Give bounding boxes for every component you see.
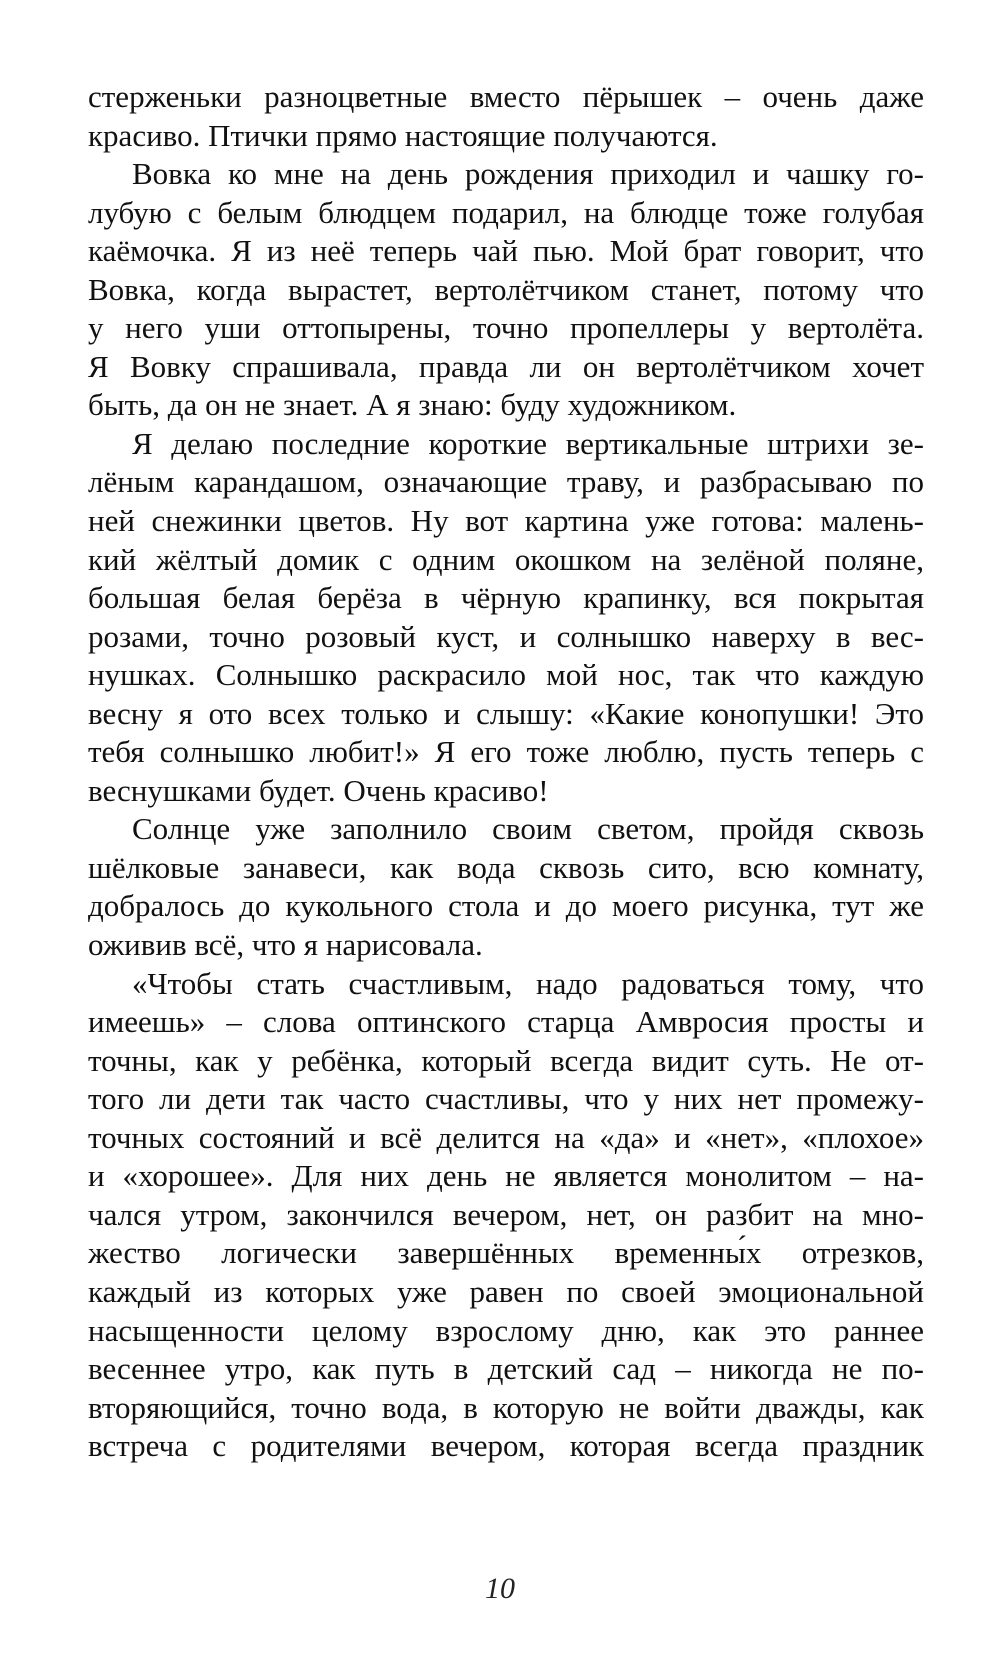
text-line: имеешь» – слова оптинского старца Амвросия просты и bbox=[88, 1004, 924, 1040]
text-line: жество логически завершённых временны́х отрезков, bbox=[88, 1235, 924, 1271]
text-line: у него уши оттопырены, точно пропеллеры у вертолёта. bbox=[88, 310, 924, 346]
text-line: каждый из которых уже равен по своей эмоциональной bbox=[88, 1273, 924, 1309]
text-line: насыщенности целому взрослому дню, как это раннее bbox=[88, 1312, 924, 1348]
body-text bbox=[88, 78, 924, 1466]
text-line: кий жёлтый домик с одним окошком на зелёной поляне, bbox=[88, 541, 924, 577]
text-line: точны, как у ребёнка, который всегда видит суть. Не от- bbox=[88, 1042, 924, 1078]
text-line: красиво. Птички прямо настоящие получаются. bbox=[88, 117, 718, 153]
text-line: лёным карандашом, означающие траву, и разбрасываю по bbox=[88, 464, 924, 500]
text-line: добралось до кукольного стола и до моего рисунка, тут же bbox=[88, 888, 924, 924]
text-line: розами, точно розовый куст, и солнышко наверху в вес- bbox=[88, 618, 924, 654]
text-line: весну я ото всех только и слышу: «Какие конопушки! Это bbox=[88, 695, 924, 731]
text-line: того ли дети так часто счастливы, что у них нет промежу- bbox=[88, 1081, 924, 1117]
text-line: стерженьки разноцветные вместо пёрышек – очень даже bbox=[88, 79, 924, 114]
text-line: ней снежинки цветов. Ну вот картина уже готова: малень- bbox=[88, 503, 924, 539]
page-number: 10 bbox=[485, 1572, 515, 1605]
text-line: лубую с белым блюдцем подарил, на блюдце тоже голубая bbox=[88, 194, 924, 230]
text-line: шёлковые занавеси, как вода сквозь сито, всю комнату, bbox=[88, 849, 924, 885]
text-line: Вовка ко мне на день рождения приходил и чашку го- bbox=[132, 156, 924, 192]
text-line: Вовка, когда вырастет, вертолётчиком станет, потому что bbox=[88, 271, 924, 307]
text-line: весеннее утро, как путь в детский сад – никогда не по- bbox=[88, 1351, 924, 1387]
text-line: Солнце уже заполнило своим светом, пройдя сквозь bbox=[132, 811, 924, 847]
text-line: нушках. Солнышко раскрасило мой нос, так что каждую bbox=[88, 657, 924, 693]
text-line: Я Вовку спрашивала, правда ли он вертолётчиком хочет bbox=[88, 348, 924, 384]
text-line: каёмочка. Я из неё теперь чай пью. Мой брат говорит, что bbox=[88, 233, 924, 269]
text-line: «Чтобы стать счастливым, надо радоваться тому, что bbox=[132, 965, 924, 1001]
text-line: вторяющийся, точно вода, в которую не войти дважды, как bbox=[88, 1389, 924, 1425]
text-line: встреча с родителями вечером, которая всегда праздник bbox=[88, 1428, 924, 1464]
text-line: быть, да он не знает. А я знаю: буду художником. bbox=[88, 387, 737, 423]
text-line: Я делаю последние короткие вертикальные штрихи зе- bbox=[132, 425, 924, 461]
text-line: оживив всё, что я нарисовала. bbox=[88, 927, 483, 963]
text-line: и «хорошее». Для них день не является монолитом – на- bbox=[88, 1158, 924, 1194]
text-line: веснушками будет. Очень красиво! bbox=[88, 772, 549, 808]
text-line: чался утром, закончился вечером, нет, он разбит на мно- bbox=[88, 1196, 924, 1232]
text-line: большая белая берёза в чёрную крапинку, вся покрытая bbox=[88, 580, 924, 616]
text-line: тебя солнышко любит!» Я его тоже люблю, пусть теперь с bbox=[88, 734, 924, 770]
text-line: точных состояний и всё делится на «да» и «нет», «плохое» bbox=[88, 1119, 924, 1155]
